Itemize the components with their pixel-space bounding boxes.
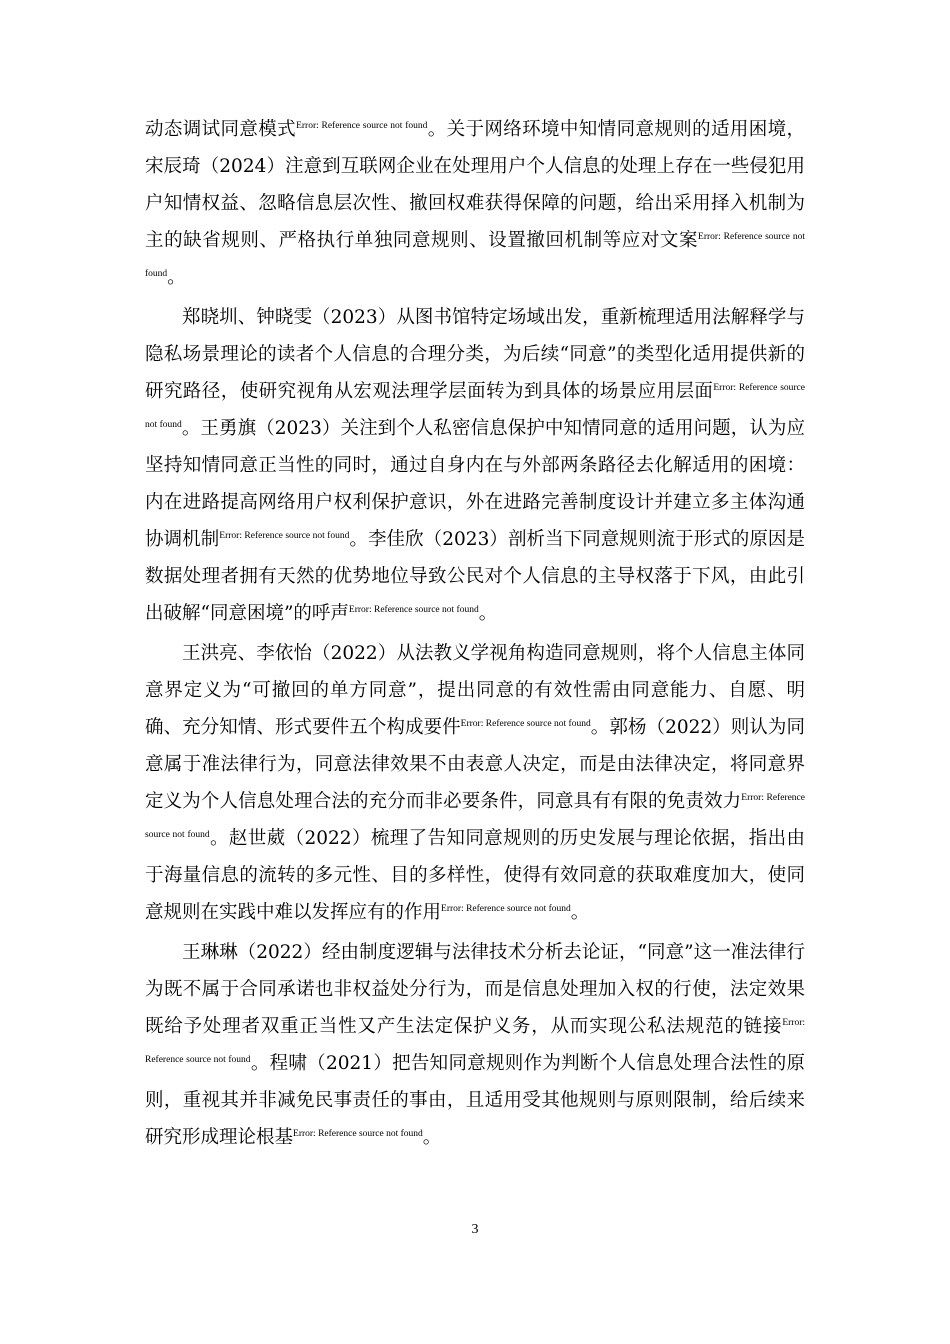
paragraph-4 [145,934,805,1156]
reference-error[interactable]: Error: Reference source not found [145,383,805,430]
reference-error[interactable]: Error: Reference source not found [145,232,805,279]
reference-error[interactable]: Error: Reference source not found [293,1129,423,1139]
text-run: 。 [570,902,590,923]
text-run: 。赵世葳（2022）梳理了告知同意规则的历史发展与理论依据，指出由于海量信息的流转的多元性、目的多样性，使得有效同意的获取难度加大，使同意规则在实践中难以发挥应有的作用 [145,828,805,923]
body-text [145,111,805,1156]
text-run: 。 [167,267,186,288]
reference-error[interactable]: Error: Reference source not found [219,531,350,541]
text-run: 。程啸（2021）把告知同意规则作为判断个人信息处理合法性的原则，重视其并非减免民事责任的事由，且适用受其他规则与原则限制，给后续来研究形成理论根基 [145,1053,805,1148]
text-run: 。郭杨（2022）则认为同意属于准法律行为，同意法律效果不由表意人决定，而是由法律决定，将同意界定义为个人信息处理合法的充分而非必要条件，同意具有有限的免责效力 [145,717,805,812]
text-run: 。关于网络环境中知情同意规则的适用困境，宋辰琦（2024）注意到互联网企业在处理用户个人信息的处理上存在一些侵犯用户知情权益、忽略信息层次性、撤回权难获得保障的问题，给出采用择入机制为主的缺省规则、严格执行单独同意规则、设置撤回机制等应对文案 [145,119,805,251]
text-run: 王琳琳（2022）经由制度逻辑与法律技术分析去论证，“同意”这一准法律行为既不属于合同承诺也非权益处分行为，而是信息处理加入权的行使，法定效果既给予处理者双重正当性又产生法定保护义务，从而实现公私法规范的链接 [145,942,805,1037]
text-run: 。 [422,1127,442,1148]
reference-error[interactable]: Error: Reference source not found [441,904,571,914]
reference-error[interactable]: Error: Reference source not found [296,121,428,131]
text-run: 郑晓圳、钟晓雯（2023）从图书馆特定场域出发，重新梳理适用法解释学与隐私场景理论的读者个人信息的合理分类，为后续“同意”的类型化适用提供新的研究路径，使研究视角从宏观法理学层面转为到具体的场景应用层面 [145,307,805,402]
reference-error[interactable]: Error: Reference source not found [348,605,479,615]
reference-error[interactable]: Error: Reference source not found [145,1018,805,1065]
text-run: 动态调试同意模式 [145,119,297,140]
paragraph-1 [145,111,805,296]
text-run: 王洪亮、李依怡（2022）从法教义学视角构造同意规则，将个人信息主体同意界定义为“可撤回的单方同意”，提出同意的有效性需由同意能力、自愿、明确、充分知情、形式要件五个构成要件 [145,643,805,738]
page-number: 3 [471,1222,479,1237]
paragraph-2 [145,299,805,632]
paragraph-3 [145,635,805,931]
text-run: 。李佳欣（2023）剖析当下同意规则流于形式的原因是数据处理者拥有天然的优势地位导致公民对个人信息的主导权落于下风，由此引出破解“同意困境”的呼声 [145,529,805,624]
text-run: 。王勇旗（2023）关注到个人私密信息保护中知情同意的适用问题，认为应坚持知情同意正当性的同时，通过自身内在与外部两条路径去化解适用的困境：内在进路提高网络用户权利保护意识，外在进路完善制度设计并建立多主体沟通协调机制 [145,418,805,550]
reference-error[interactable]: Error: Reference source not found [145,793,805,840]
reference-error[interactable]: Error: Reference source not found [460,719,591,729]
text-run: 。 [478,603,498,624]
